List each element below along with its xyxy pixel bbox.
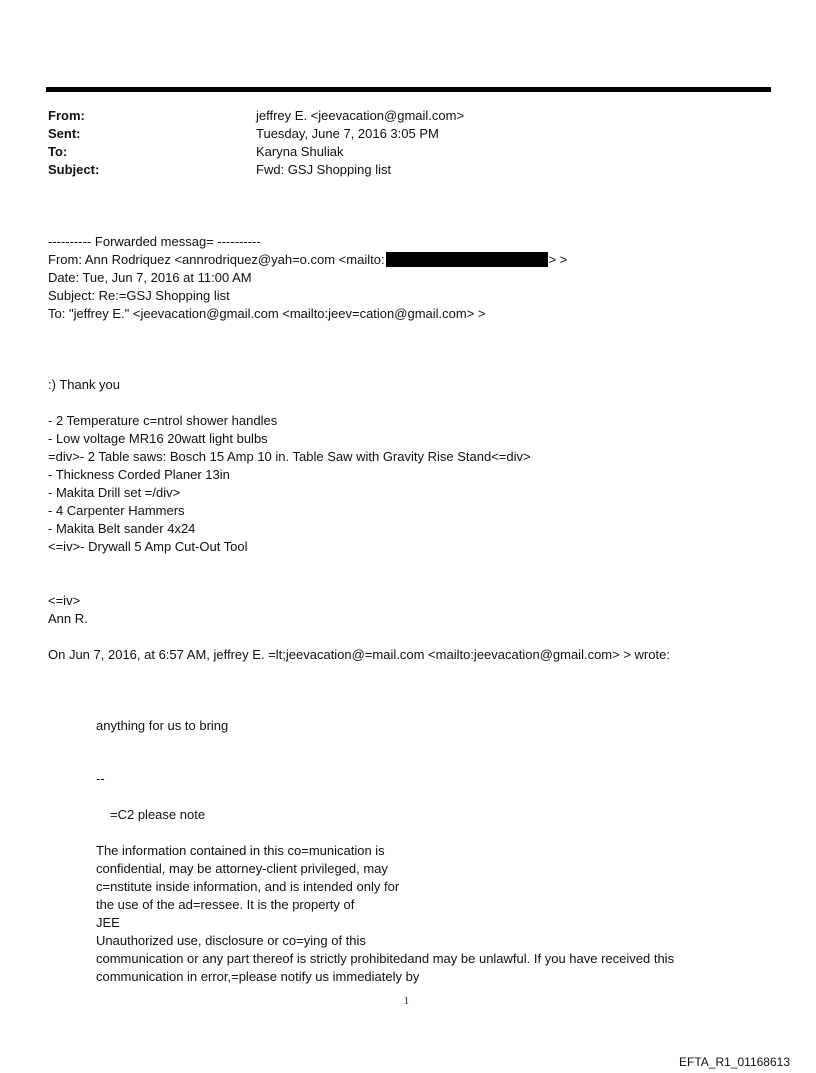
forwarded-date: Date: Tue, Jun 7, 2016 at 11:00 AM bbox=[48, 270, 252, 285]
list-item: - 4 Carpenter Hammers bbox=[48, 503, 185, 518]
disclaimer-line: JEE bbox=[96, 915, 120, 930]
subject-label: Subject: bbox=[48, 162, 100, 177]
please-note: =C2 please note bbox=[110, 807, 206, 822]
list-item: =div>- 2 Table saws: Bosch 15 Amp 10 in. Table Saw with Gravity Rise Stand<=div> bbox=[48, 449, 531, 464]
forwarded-divider: ---------- Forwarded messag= ---------- bbox=[48, 234, 261, 249]
disclaimer-line: Unauthorized use, disclosure or co=ying of this bbox=[96, 933, 366, 948]
sent-label: Sent: bbox=[48, 126, 81, 141]
list-item: - Makita Drill set =/div> bbox=[48, 485, 181, 500]
from-value: jeffrey E. <jeevacation@gmail.com> bbox=[256, 108, 465, 123]
to-value: Karyna Shuliak bbox=[256, 144, 344, 159]
sent-value: Tuesday, June 7, 2016 3:05 PM bbox=[256, 126, 439, 141]
quoted-text: anything for us to bring bbox=[96, 718, 229, 733]
signoff: Ann R. bbox=[48, 611, 88, 626]
list-item: <=iv>- Drywall 5 Amp Cut-Out Tool bbox=[48, 539, 248, 554]
subject-value: Fwd: GSJ Shopping list bbox=[256, 162, 392, 177]
redaction-box bbox=[386, 252, 548, 267]
signature-dashes: -- bbox=[96, 771, 105, 786]
forwarded-to: To: "jeffrey E." <jeevacation@gmail.com <mailto:jeev=cation@gmail.com> > bbox=[48, 306, 486, 321]
disclaimer-line: c=nstitute inside information, and is intended only for bbox=[96, 879, 400, 894]
disclaimer-line: the use of the ad=ressee. It is the property of bbox=[96, 897, 355, 912]
forwarded-from-suffix: > > bbox=[548, 252, 568, 267]
disclaimer-line: communication in error,=please notify us immediately by bbox=[96, 969, 420, 984]
disclaimer-line: confidential, may be attorney-client privileged, may bbox=[96, 861, 388, 876]
thanks-line: :) Thank you bbox=[48, 377, 121, 392]
from-label: From: bbox=[48, 108, 85, 123]
document-id: EFTA_R1_01168613 bbox=[679, 1055, 790, 1069]
wrote-line: On Jun 7, 2016, at 6:57 AM, jeffrey E. =lt;jeevacation@=mail.com <mailto:jeevacation@gmail.com> > wrote: bbox=[48, 647, 670, 662]
forwarded-from-text: From: Ann Rodriquez <annrodriquez@yah=o.com <mailto: bbox=[48, 252, 385, 267]
list-item: - Makita Belt sander 4x24 bbox=[48, 521, 196, 536]
disclaimer-line: The information contained in this co=munication is bbox=[96, 843, 385, 858]
page-number: 1 bbox=[404, 996, 409, 1007]
list-item: - 2 Temperature c=ntrol shower handles bbox=[48, 413, 278, 428]
header-rule bbox=[46, 87, 771, 92]
forwarded-from-line bbox=[48, 251, 567, 269]
list-item: - Thickness Corded Planer 13in bbox=[48, 467, 230, 482]
forwarded-subject: Subject: Re:=GSJ Shopping list bbox=[48, 288, 230, 303]
to-label: To: bbox=[48, 144, 68, 159]
div-close-text: <=iv> bbox=[48, 593, 81, 608]
list-item: - Low voltage MR16 20watt light bulbs bbox=[48, 431, 268, 446]
disclaimer-line: communication or any part thereof is strictly prohibitedand may be unlawful. If you have received this bbox=[96, 951, 675, 966]
